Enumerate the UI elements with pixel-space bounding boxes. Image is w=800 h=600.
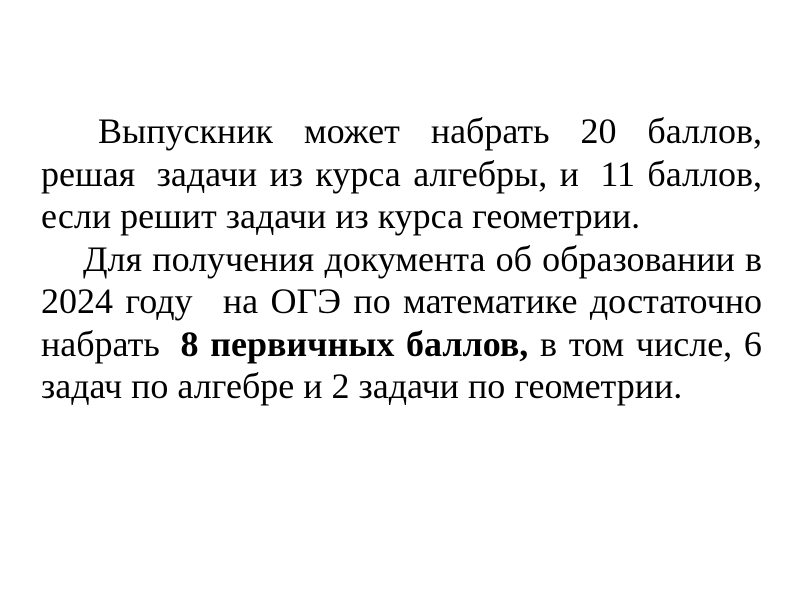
word: получения	[152, 238, 315, 279]
word: числе,	[635, 323, 733, 364]
bold-word: первичных	[210, 323, 395, 364]
word: баллов,	[647, 153, 762, 194]
word: по	[353, 281, 391, 321]
word: алгебры,	[413, 153, 548, 194]
text-line-7	[41, 365, 762, 408]
bold-word: баллов,	[406, 323, 529, 364]
word: году	[125, 281, 193, 321]
word: образовании	[542, 238, 735, 279]
word: набрать	[41, 323, 160, 364]
text-line-6	[41, 323, 762, 366]
word: документа	[324, 238, 486, 279]
word: том	[568, 323, 625, 364]
word: может	[303, 111, 400, 151]
word: курса	[315, 153, 401, 194]
text-segment: если решит задачи из курса геометрии.	[41, 196, 641, 236]
word: решая	[41, 153, 136, 194]
word: 2024	[41, 281, 113, 321]
text-line-5	[41, 280, 762, 323]
word: об	[495, 238, 532, 279]
word: достаточно	[589, 281, 762, 321]
word: в	[744, 238, 762, 279]
text-segment: задач по алгебре и 2 задачи по геометрии.	[41, 366, 683, 406]
slide-text-block	[41, 110, 762, 408]
text-line-4	[41, 238, 762, 281]
word: из	[269, 153, 303, 194]
text-line-2	[41, 153, 762, 196]
word: ОГЭ	[270, 281, 342, 321]
word: Выпускник	[98, 111, 273, 151]
word: и	[559, 153, 579, 194]
bold-word: 8	[171, 323, 199, 364]
text-line-1	[41, 110, 762, 153]
word: 6	[743, 323, 762, 364]
word: 11	[591, 153, 635, 194]
word: математике	[403, 281, 578, 321]
word: 20	[580, 111, 617, 151]
word: Для	[83, 238, 143, 279]
word: баллов,	[647, 111, 762, 151]
word: задачи	[147, 153, 258, 194]
word: в	[540, 323, 558, 364]
word: набрать	[430, 111, 550, 151]
text-line-3	[41, 195, 762, 238]
word: на	[204, 281, 259, 321]
